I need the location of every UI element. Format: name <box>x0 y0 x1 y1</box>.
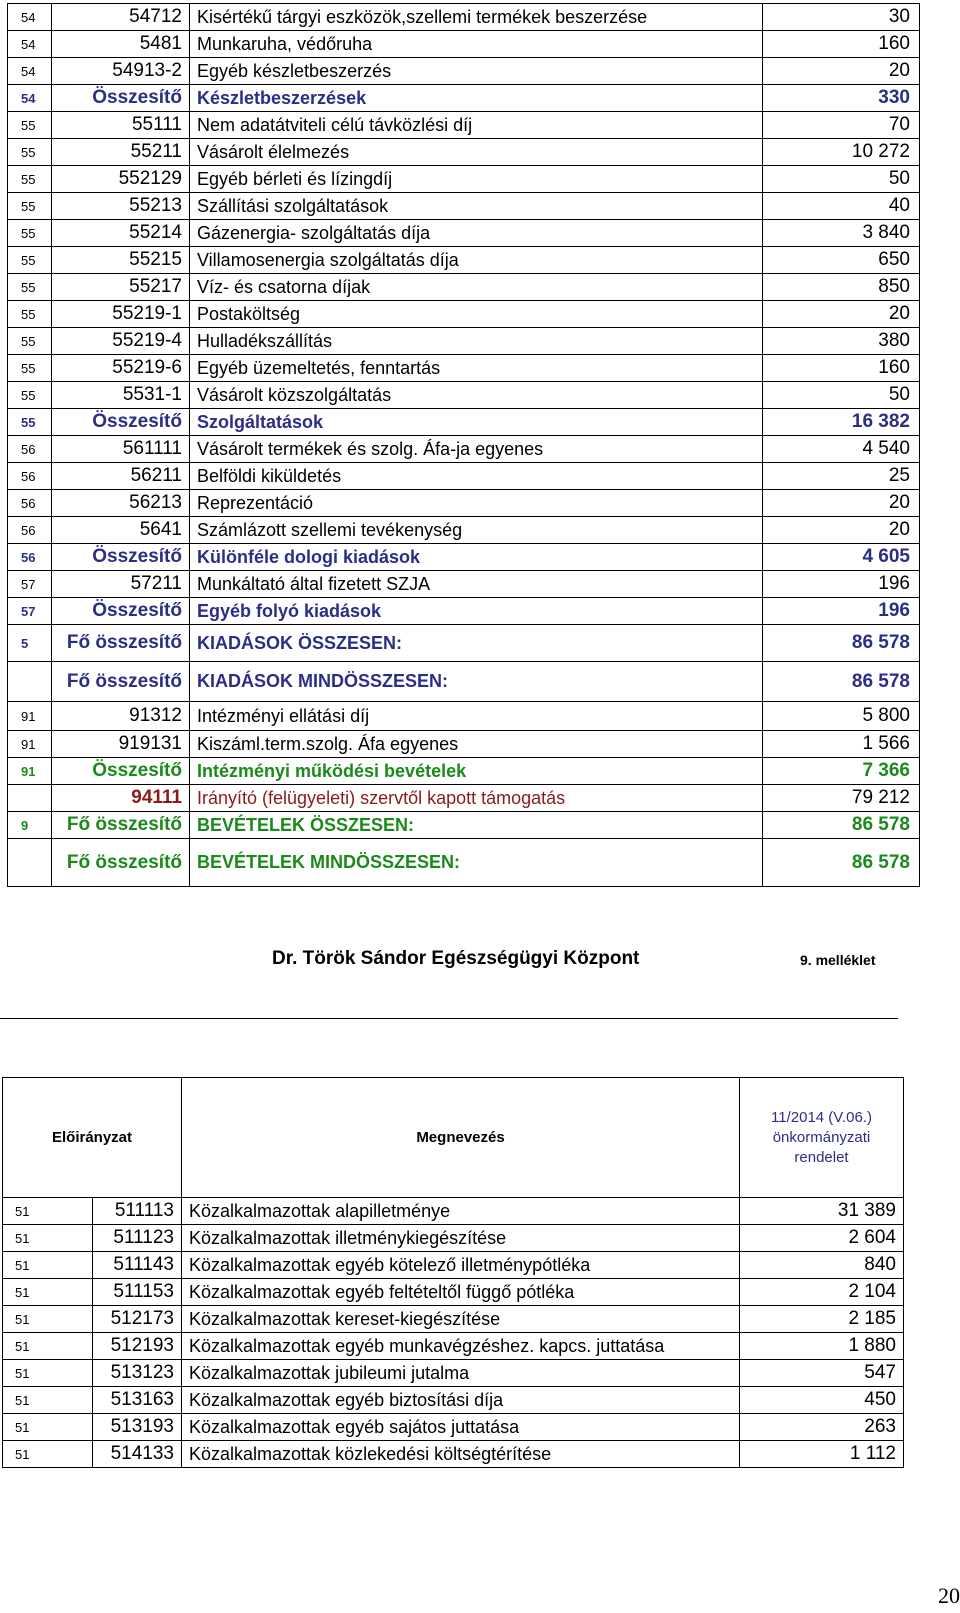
row-code <box>8 839 52 887</box>
row-item: 511143 <box>92 1252 182 1279</box>
row-code: 55 <box>8 166 52 193</box>
header-regulation-line1: 11/2014 (V.06.) <box>771 1108 872 1126</box>
row-item: 56213 <box>52 490 190 517</box>
divider <box>0 1018 898 1019</box>
subtotal-row <box>8 544 920 571</box>
row-item: 919131 <box>52 731 190 758</box>
table-row <box>3 1441 904 1468</box>
grand-total-row <box>8 839 920 887</box>
table-row <box>8 702 920 731</box>
row-item: 55219-1 <box>52 301 190 328</box>
row-amount: 20 <box>763 301 920 328</box>
row-name: Közalkalmazottak közlekedési költségtérítése <box>182 1441 740 1468</box>
row-name: Közalkalmazottak illetménykiegészítése <box>182 1225 740 1252</box>
row-name: Szállítási szolgáltatások <box>190 193 763 220</box>
row-item: 561111 <box>52 436 190 463</box>
table-row <box>8 517 920 544</box>
row-amount: 850 <box>763 274 920 301</box>
row-amount: 86 578 <box>763 625 920 662</box>
row-amount: 1 880 <box>740 1333 904 1360</box>
row-item: 55214 <box>52 220 190 247</box>
row-item: 511153 <box>92 1279 182 1306</box>
row-code: 9 <box>8 812 52 839</box>
row-amount: 31 389 <box>740 1198 904 1225</box>
row-amount: 20 <box>763 490 920 517</box>
row-name: Egyéb folyó kiadások <box>190 598 763 625</box>
row-code: 91 <box>8 702 52 731</box>
row-name: Vásárolt közszolgáltatás <box>190 382 763 409</box>
row-amount: 196 <box>763 598 920 625</box>
row-name: Víz- és csatorna díjak <box>190 274 763 301</box>
row-amount: 263 <box>740 1414 904 1441</box>
subtotal-row <box>8 758 920 785</box>
row-name: Egyéb bérleti és lízingdíj <box>190 166 763 193</box>
row-name: Hulladékszállítás <box>190 328 763 355</box>
table-row <box>3 1414 904 1441</box>
row-name: Közalkalmazottak egyéb biztosítási díja <box>182 1387 740 1414</box>
row-item: 512173 <box>92 1306 182 1333</box>
row-name: Intézményi ellátási díj <box>190 702 763 731</box>
budget-table-top-body <box>8 4 920 887</box>
row-amount: 50 <box>763 382 920 409</box>
row-amount: 3 840 <box>763 220 920 247</box>
row-code: 57 <box>8 571 52 598</box>
row-code: 55 <box>8 274 52 301</box>
table-row <box>3 1306 904 1333</box>
row-item: 56211 <box>52 463 190 490</box>
row-code: 51 <box>3 1225 93 1252</box>
row-code: 54 <box>8 31 52 58</box>
budget-table-top <box>7 3 920 887</box>
header-name: Megnevezés <box>182 1078 740 1198</box>
row-code: 51 <box>3 1333 93 1360</box>
table-row <box>8 731 920 758</box>
table-row <box>8 382 920 409</box>
row-item: 57211 <box>52 571 190 598</box>
table-row <box>3 1252 904 1279</box>
row-amount: 86 578 <box>763 662 920 702</box>
row-item: Fő összesítő <box>52 662 190 702</box>
row-item: 55219-6 <box>52 355 190 382</box>
row-name: Munkáltató által fizetett SZJA <box>190 571 763 598</box>
row-name: Munkaruha, védőruha <box>190 31 763 58</box>
subtotal-row <box>8 409 920 436</box>
row-item: 55213 <box>52 193 190 220</box>
row-item: Összesítő <box>52 758 190 785</box>
row-item: 55111 <box>52 112 190 139</box>
row-code: 51 <box>3 1387 93 1414</box>
row-item: 91312 <box>52 702 190 731</box>
row-item: 54712 <box>52 4 190 31</box>
row-code: 51 <box>3 1306 93 1333</box>
row-name: Közalkalmazottak jubileumi jutalma <box>182 1360 740 1387</box>
organization-title: Dr. Török Sándor Egészségügyi Központ <box>272 948 640 969</box>
row-amount: 330 <box>763 85 920 112</box>
row-code: 57 <box>8 598 52 625</box>
grand-total-row <box>8 812 920 839</box>
row-item: 94111 <box>52 785 190 812</box>
grand-total-row <box>8 662 920 702</box>
row-code <box>8 662 52 702</box>
row-name: Közalkalmazottak kereset-kiegészítése <box>182 1306 740 1333</box>
row-item: 513163 <box>92 1387 182 1414</box>
row-name: Közalkalmazottak egyéb sajátos juttatása <box>182 1414 740 1441</box>
row-amount: 86 578 <box>763 812 920 839</box>
row-amount: 40 <box>763 193 920 220</box>
row-code: 56 <box>8 463 52 490</box>
table-row <box>8 247 920 274</box>
row-name: Intézményi működési bevételek <box>190 758 763 785</box>
row-amount: 7 366 <box>763 758 920 785</box>
row-amount: 547 <box>740 1360 904 1387</box>
row-name: Készletbeszerzések <box>190 85 763 112</box>
row-code: 55 <box>8 112 52 139</box>
row-amount: 4 605 <box>763 544 920 571</box>
row-item: Fő összesítő <box>52 625 190 662</box>
table-row <box>8 328 920 355</box>
table-row <box>8 112 920 139</box>
subtotal-row <box>8 598 920 625</box>
row-name: Különféle dologi kiadások <box>190 544 763 571</box>
row-name: Irányító (felügyeleti) szervtől kapott támogatás <box>190 785 763 812</box>
page-number: 20 <box>938 1583 960 1608</box>
row-amount: 2 185 <box>740 1306 904 1333</box>
row-amount: 86 578 <box>763 839 920 887</box>
row-code <box>8 785 52 812</box>
row-code: 51 <box>3 1198 93 1225</box>
row-code: 55 <box>8 247 52 274</box>
row-item: Összesítő <box>52 85 190 112</box>
row-name: Vásárolt élelmezés <box>190 139 763 166</box>
row-code: 5 <box>8 625 52 662</box>
row-item: 513123 <box>92 1360 182 1387</box>
row-code: 55 <box>8 328 52 355</box>
table-row <box>3 1198 904 1225</box>
row-code: 51 <box>3 1360 93 1387</box>
row-item: 513193 <box>92 1414 182 1441</box>
table-row <box>3 1387 904 1414</box>
row-name: Postaköltség <box>190 301 763 328</box>
row-item: Fő összesítő <box>52 812 190 839</box>
table-row <box>3 1225 904 1252</box>
subtotal-row <box>8 85 920 112</box>
row-name: Villamosenergia szolgáltatás díja <box>190 247 763 274</box>
row-amount: 4 540 <box>763 436 920 463</box>
row-code: 56 <box>8 517 52 544</box>
row-amount: 1 566 <box>763 731 920 758</box>
row-name: Kiszáml.term.szolg. Áfa egyenes <box>190 731 763 758</box>
row-name: Közalkalmazottak alapilletménye <box>182 1198 740 1225</box>
row-name: BEVÉTELEK ÖSSZESEN: <box>190 812 763 839</box>
row-code: 91 <box>8 731 52 758</box>
row-item: 55215 <box>52 247 190 274</box>
annex-label: 9. melléklet <box>800 952 876 968</box>
budget-table-bottom <box>2 1077 904 1468</box>
row-item: 55219-4 <box>52 328 190 355</box>
row-code: 55 <box>8 220 52 247</box>
row-name: Reprezentáció <box>190 490 763 517</box>
table-row <box>8 193 920 220</box>
row-name: Közalkalmazottak egyéb munkavégzéshez. kapcs. juttatása <box>182 1333 740 1360</box>
row-amount: 196 <box>763 571 920 598</box>
grand-total-row <box>8 625 920 662</box>
table-row <box>8 220 920 247</box>
row-name: Vásárolt termékek és szolg. Áfa-ja egyenes <box>190 436 763 463</box>
row-amount: 2 604 <box>740 1225 904 1252</box>
row-amount: 16 382 <box>763 409 920 436</box>
row-name: Belföldi kiküldetés <box>190 463 763 490</box>
row-code: 55 <box>8 193 52 220</box>
table-row <box>8 166 920 193</box>
row-amount: 160 <box>763 355 920 382</box>
row-amount: 20 <box>763 58 920 85</box>
row-item: Összesítő <box>52 598 190 625</box>
row-name: Gázenergia- szolgáltatás díja <box>190 220 763 247</box>
row-amount: 650 <box>763 247 920 274</box>
row-item: Összesítő <box>52 409 190 436</box>
row-name: KIADÁSOK MINDÖSSZESEN: <box>190 662 763 702</box>
row-code: 55 <box>8 301 52 328</box>
header-regulation <box>740 1078 904 1198</box>
table-row <box>3 1360 904 1387</box>
table-row <box>8 355 920 382</box>
row-item: Összesítő <box>52 544 190 571</box>
row-item: 5641 <box>52 517 190 544</box>
row-code: 51 <box>3 1252 93 1279</box>
row-amount: 70 <box>763 112 920 139</box>
row-item: 54913-2 <box>52 58 190 85</box>
row-name: Egyéb üzemeltetés, fenntartás <box>190 355 763 382</box>
row-code: 54 <box>8 58 52 85</box>
table-row <box>8 436 920 463</box>
row-code: 54 <box>8 4 52 31</box>
table-row <box>3 1333 904 1360</box>
row-name: Közalkalmazottak egyéb kötelező illetménypótléka <box>182 1252 740 1279</box>
table-row <box>8 58 920 85</box>
row-name: Szolgáltatások <box>190 409 763 436</box>
table-row <box>8 571 920 598</box>
row-amount: 30 <box>763 4 920 31</box>
table-row <box>8 785 920 812</box>
row-name: Egyéb készletbeszerzés <box>190 58 763 85</box>
table-row <box>8 274 920 301</box>
row-amount: 25 <box>763 463 920 490</box>
row-amount: 2 104 <box>740 1279 904 1306</box>
row-code: 55 <box>8 139 52 166</box>
row-amount: 20 <box>763 517 920 544</box>
row-item: 511113 <box>92 1198 182 1225</box>
row-amount: 50 <box>763 166 920 193</box>
table-row <box>8 301 920 328</box>
table-header-row <box>3 1078 904 1198</box>
row-amount: 380 <box>763 328 920 355</box>
row-code: 54 <box>8 85 52 112</box>
row-amount: 5 800 <box>763 702 920 731</box>
row-code: 51 <box>3 1414 93 1441</box>
budget-table-bottom-body <box>3 1078 904 1468</box>
table-row <box>8 490 920 517</box>
row-name: Közalkalmazottak egyéb feltételtől függő pótléka <box>182 1279 740 1306</box>
row-name: BEVÉTELEK MINDÖSSZESEN: <box>190 839 763 887</box>
table-row <box>8 31 920 58</box>
row-code: 56 <box>8 436 52 463</box>
row-name: Kisértékű tárgyi eszközök,szellemi termékek beszerzése <box>190 4 763 31</box>
row-code: 51 <box>3 1441 93 1468</box>
row-code: 56 <box>8 544 52 571</box>
table-row <box>8 4 920 31</box>
row-item: 552129 <box>52 166 190 193</box>
row-code: 55 <box>8 382 52 409</box>
header-appropriation: Előirányzat <box>3 1078 182 1198</box>
row-item: 55211 <box>52 139 190 166</box>
table-row <box>8 139 920 166</box>
row-name: KIADÁSOK ÖSSZESEN: <box>190 625 763 662</box>
row-item: 512193 <box>92 1333 182 1360</box>
table-row <box>3 1279 904 1306</box>
row-code: 56 <box>8 490 52 517</box>
row-item: 5481 <box>52 31 190 58</box>
row-item: 5531-1 <box>52 382 190 409</box>
row-name: Számlázott szellemi tevékenység <box>190 517 763 544</box>
row-item: 55217 <box>52 274 190 301</box>
header-regulation-line2: önkormányzati <box>772 1128 871 1146</box>
row-amount: 840 <box>740 1252 904 1279</box>
table-row <box>8 463 920 490</box>
row-name: Nem adatátviteli célú távközlési díj <box>190 112 763 139</box>
row-code: 55 <box>8 355 52 382</box>
row-code: 91 <box>8 758 52 785</box>
row-item: 514133 <box>92 1441 182 1468</box>
row-item: Fő összesítő <box>52 839 190 887</box>
row-amount: 79 212 <box>763 785 920 812</box>
header-regulation-line3: rendelet <box>794 1148 849 1166</box>
row-amount: 450 <box>740 1387 904 1414</box>
row-amount: 10 272 <box>763 139 920 166</box>
row-item: 511123 <box>92 1225 182 1252</box>
row-amount: 1 112 <box>740 1441 904 1468</box>
row-code: 55 <box>8 409 52 436</box>
row-amount: 160 <box>763 31 920 58</box>
row-code: 51 <box>3 1279 93 1306</box>
